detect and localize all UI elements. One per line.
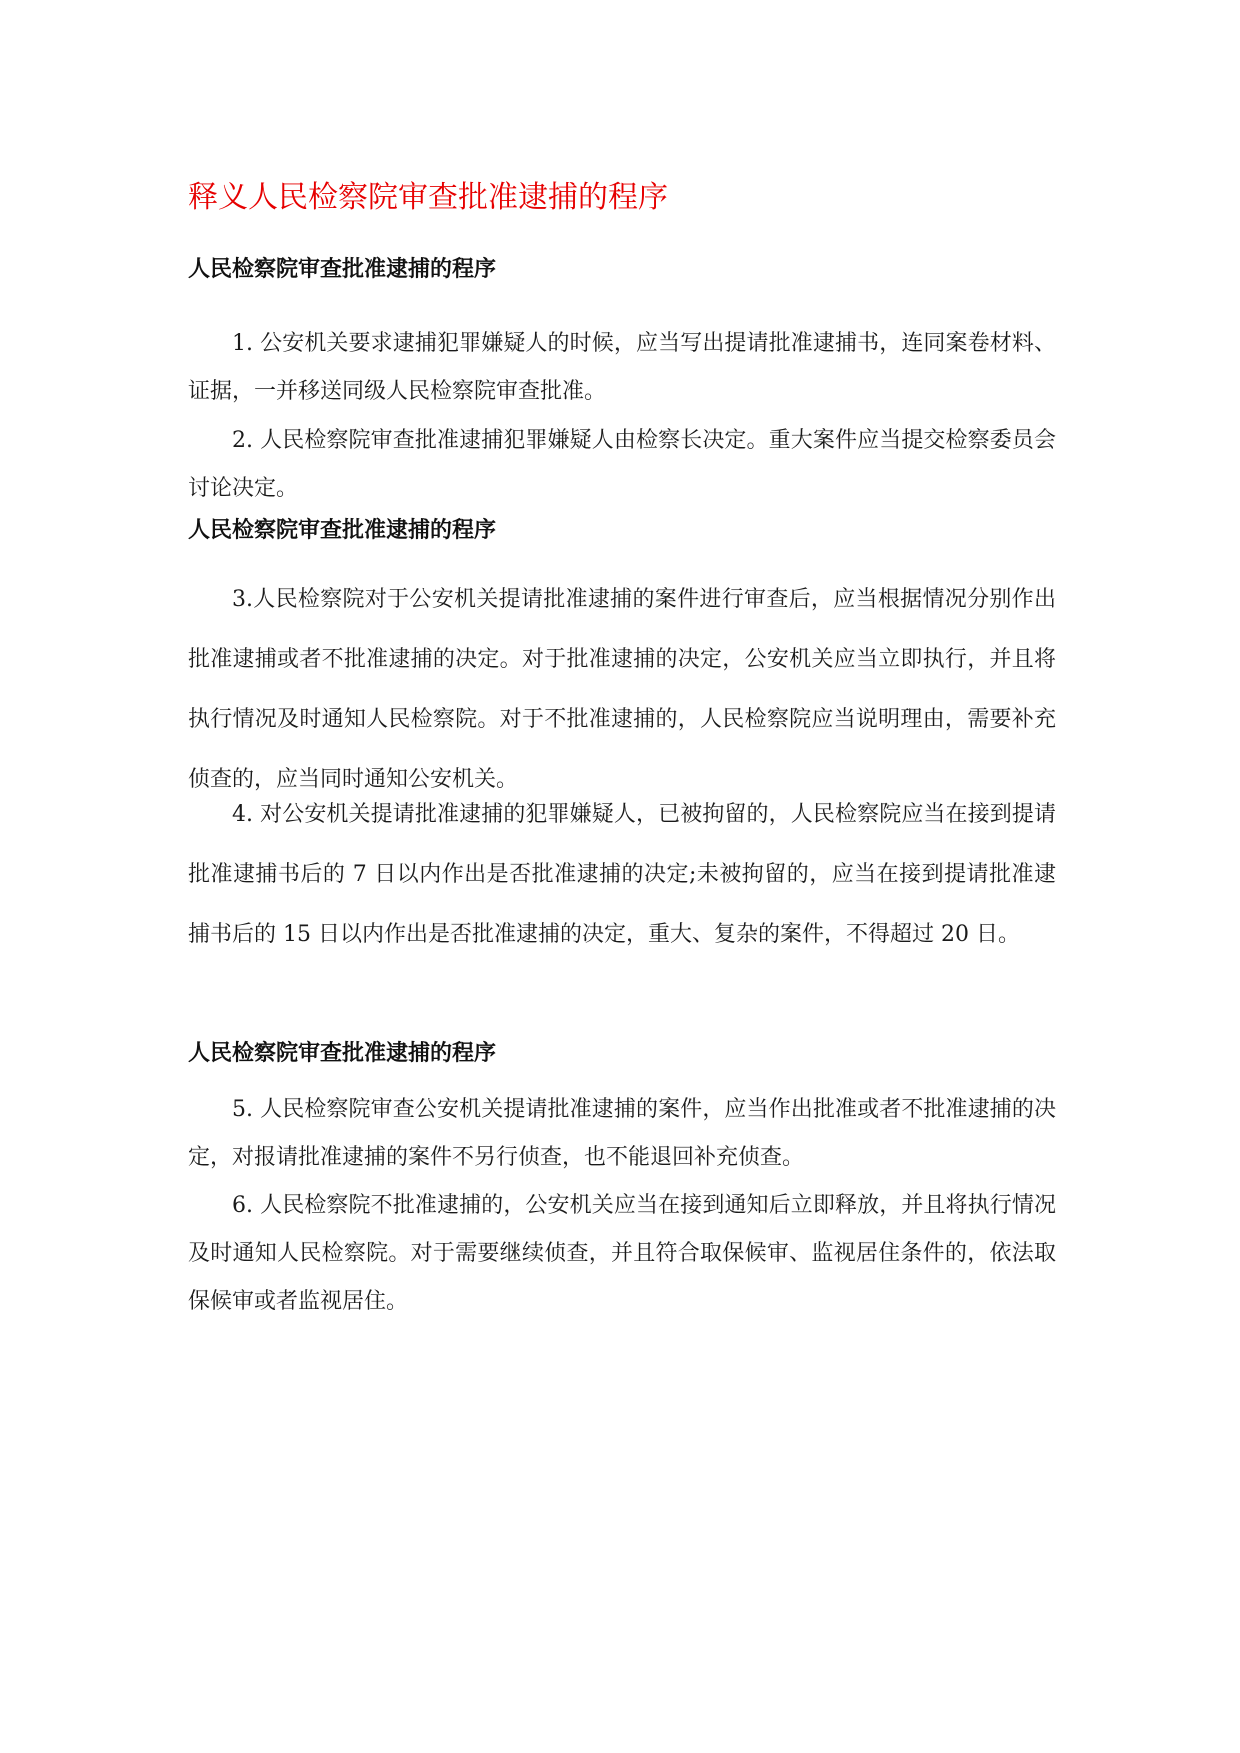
section-heading-3: 人民检察院审查批准逮捕的程序: [188, 1041, 497, 1066]
paragraph-5: 5. 人民检察院审查公安机关提请批准逮捕的案件，应当作出批准或者不批准逮捕的决定，对报请批准逮捕的案件不另行侦查，也不能退回补充侦查。: [188, 1097, 1056, 1170]
paragraph-1: 1. 公安机关要求逮捕犯罪嫌疑人的时候，应当写出提请批准逮捕书，连同案卷材料、证据，一并移送同级人民检察院审查批准。: [188, 331, 1056, 404]
paragraph-3: 3.人民检察院对于公安机关提请批准逮捕的案件进行审查后，应当根据情况分别作出批准逮捕或者不批准逮捕的决定。对于批准逮捕的决定，公安机关应当立即执行，并且将执行情况及时通知人民检察院。对于不批准逮捕的，人民检察院应当说明理由，需要补充侦查的，应当同时通知公安机关。: [188, 587, 1056, 792]
paragraph-2: 2. 人民检察院审查批准逮捕犯罪嫌疑人由检察长决定。重大案件应当提交检察委员会讨论决定。: [188, 428, 1056, 501]
section-heading-2: 人民检察院审查批准逮捕的程序: [188, 518, 497, 543]
paragraph-6: 6. 人民检察院不批准逮捕的，公安机关应当在接到通知后立即释放，并且将执行情况及时通知人民检察院。对于需要继续侦查，并且符合取保候审、监视居住条件的，依法取保候审或者监视居住。: [188, 1193, 1056, 1314]
document-title: 释义人民检察院审查批准逮捕的程序: [188, 180, 668, 215]
section-heading-1: 人民检察院审查批准逮捕的程序: [188, 257, 497, 282]
paragraph-4: 4. 对公安机关提请批准逮捕的犯罪嫌疑人，已被拘留的，人民检察院应当在接到提请批准逮捕书后的 7 日以内作出是否批准逮捕的决定;未被拘留的，应当在接到提请批准逮捕书后的 15 日以内作出是否批准逮捕的决定，重大、复杂的案件，不得超过 20 日。: [188, 802, 1056, 947]
